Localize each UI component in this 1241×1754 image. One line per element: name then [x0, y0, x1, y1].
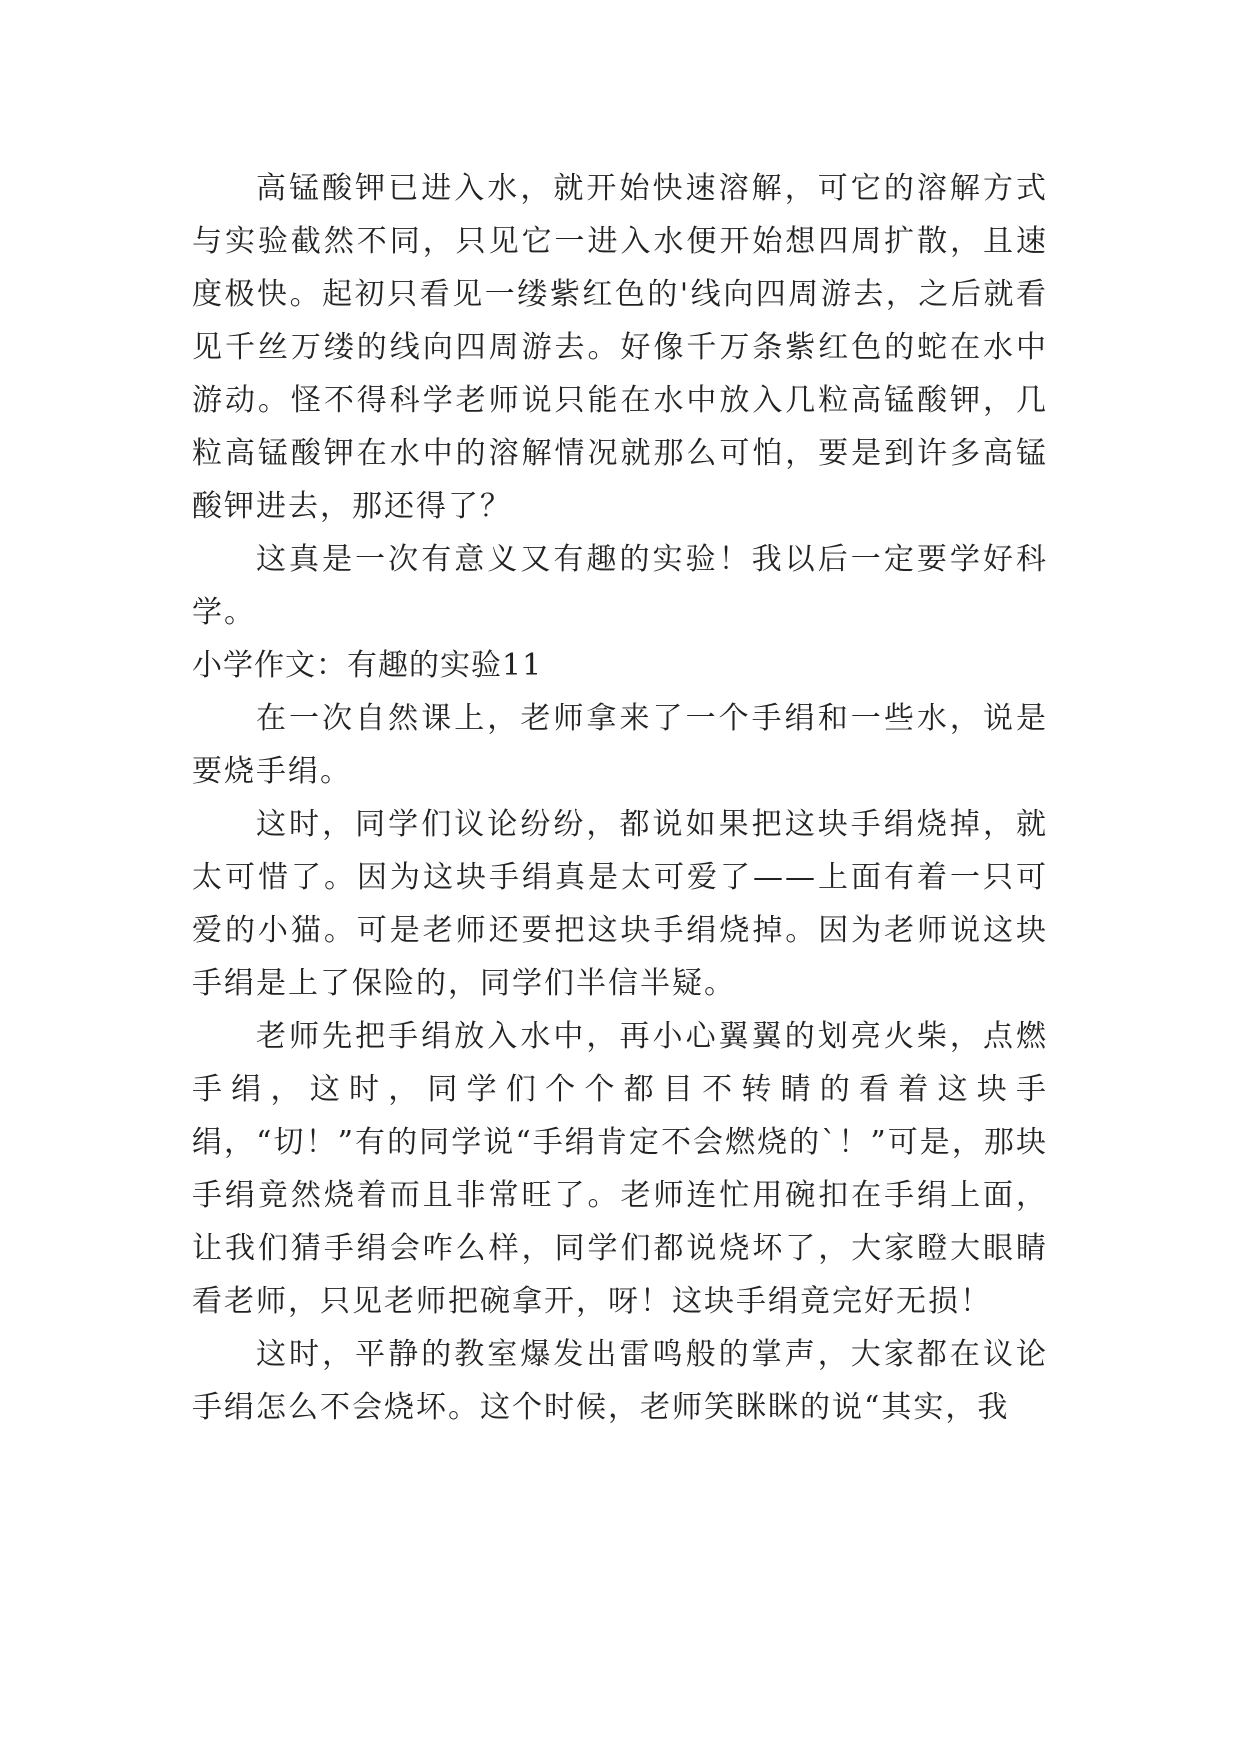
paragraph-applause: 这时，平静的教室爆发出雷鸣般的掌声，大家都在议论手绢怎么不会烧坏。这个时候，老师笑眯眯的说“其实，我 [192, 1337, 1048, 1425]
essay-title: 小学作文：有趣的实验11 [192, 648, 543, 683]
paragraph-meaningful-experiment: 这真是一次有意义又有趣的实验！我以后一定要学好科学。 [192, 542, 1048, 630]
paragraph-burning-handkerchief: 老师先把手绢放入水中，再小心翼翼的划亮火柴，点燃手绢，这时，同学们个个都目不转睛的看着这块手绢，“切！”有的同学说“手绢肯定不会燃烧的`！”可是，那块手绢竟然烧着而且非常旺了。老师连忙用碗扣在手绢上面，让我们猜手绢会咋么样，同学们都说烧坏了，大家瞪大眼睛看老师，只见老师把碗拿开，呀！这块手绢竟完好无损！ [192, 1019, 1048, 1319]
paragraph-nature-class: 在一次自然课上，老师拿来了一个手绢和一些水，说是要烧手绢。 [192, 701, 1048, 789]
paragraph-students-discuss: 这时，同学们议论纷纷，都说如果把这块手绢烧掉，就太可惜了。因为这块手绢真是太可爱了——上面有着一只可爱的小猫。可是老师还要把这块手绢烧掉。因为老师说这块手绢是上了保险的，同学们半信半疑。 [192, 807, 1048, 1001]
document-body [192, 162, 1048, 1434]
paragraph-potassium-permanganate: 高锰酸钾已进入水，就开始快速溶解，可它的溶解方式与实验截然不同，只见它一进入水便开始想四周扩散，且速度极快。起初只看见一缕紫红色的'线向四周游去，之后就看见千丝万缕的线向四周游去。好像千万条紫红色的蛇在水中游动。怪不得科学老师说只能在水中放入几粒高锰酸钾，几粒高锰酸钾在水中的溶解情况就那么可怕，要是到许多高锰酸钾进去，那还得了？ [192, 171, 1048, 524]
